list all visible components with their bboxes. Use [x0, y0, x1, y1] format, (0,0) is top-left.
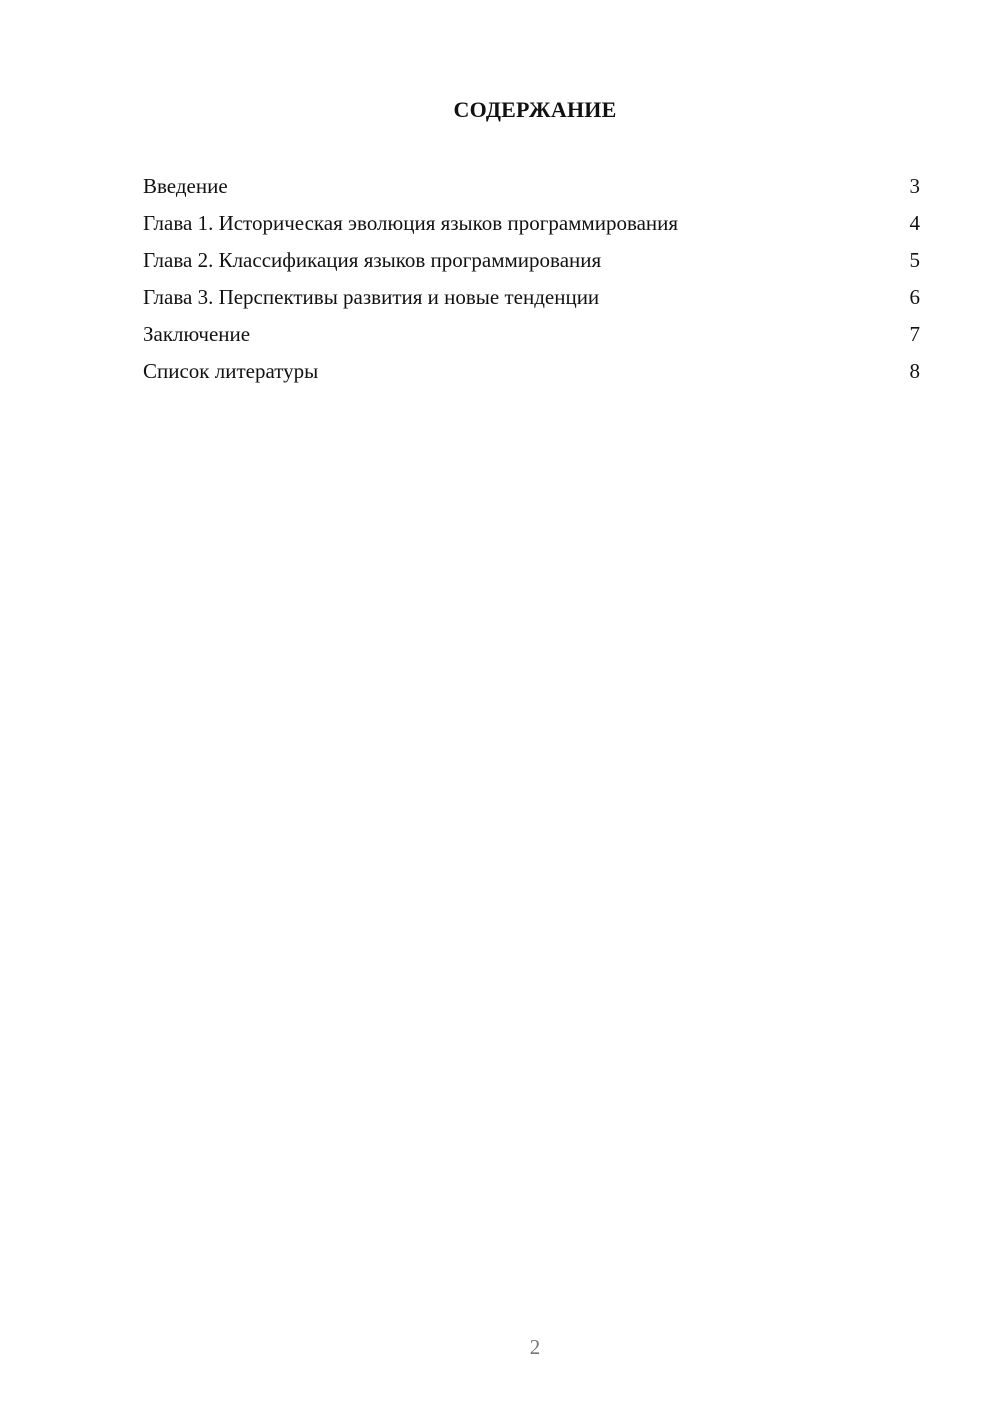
toc-entry-page: 6 — [909, 285, 920, 309]
toc-entry — [143, 353, 920, 390]
toc-entry-label: Глава 3. Перспективы развития и новые тенденции — [143, 285, 600, 309]
toc-entry — [143, 279, 920, 316]
toc-entry — [143, 168, 920, 205]
toc-entry-label: Заключение — [143, 322, 251, 346]
toc-entry — [143, 242, 920, 279]
toc-title: СОДЕРЖАНИЕ — [453, 97, 617, 122]
table-of-contents — [143, 168, 920, 390]
toc-entry — [143, 316, 920, 353]
toc-entry — [143, 205, 920, 242]
toc-entry-label: Глава 1. Историческая эволюция языков программирования — [143, 211, 679, 235]
toc-entry-page: 4 — [909, 211, 920, 235]
toc-entry-label: Введение — [143, 174, 228, 198]
toc-entry-label: Глава 2. Классификация языков программирования — [143, 248, 602, 272]
toc-entry-page: 8 — [909, 359, 920, 383]
toc-entry-page: 7 — [909, 322, 920, 346]
toc-entry-page: 5 — [909, 248, 920, 272]
toc-entry-page: 3 — [909, 174, 920, 198]
page-number: 2 — [529, 1335, 541, 1359]
toc-entry-label: Список литературы — [143, 359, 319, 383]
